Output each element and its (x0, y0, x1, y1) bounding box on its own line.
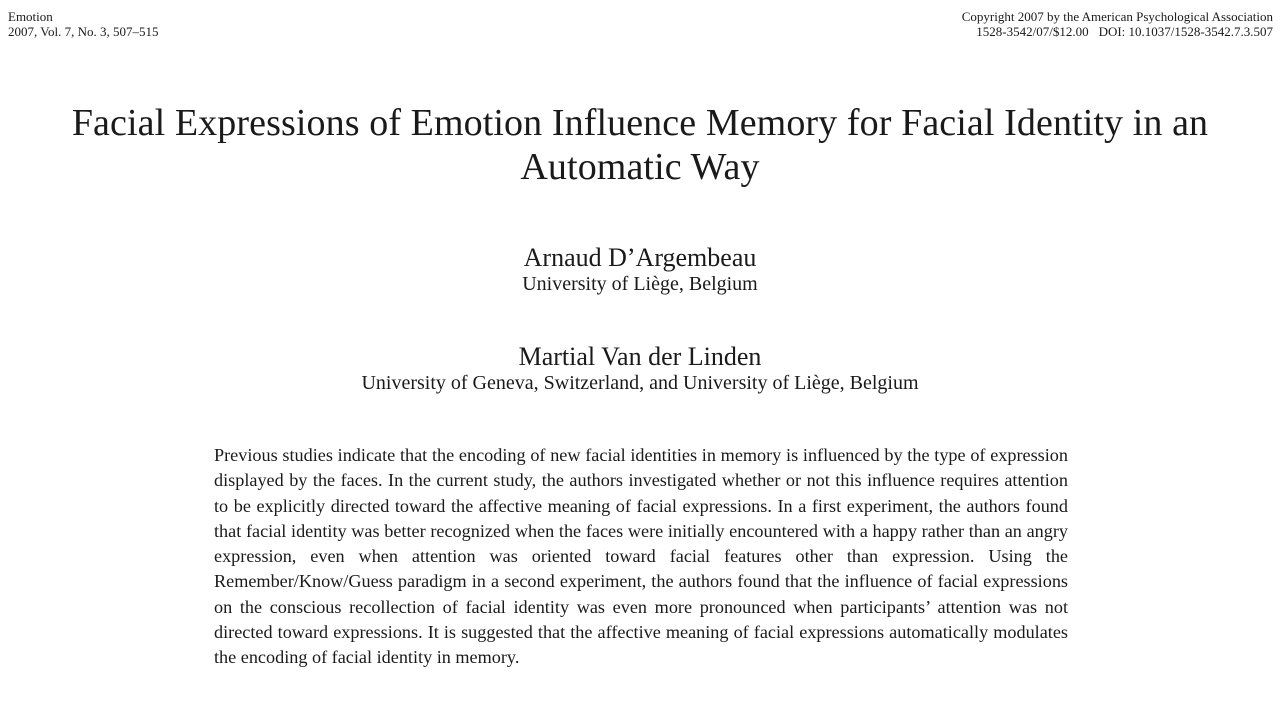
paper-title-line-2: Automatic Way (520, 146, 760, 188)
abstract: Previous studies indicate that the encoding of new facial identities in memory is influenced by the type of expression displayed by the faces. In the current study, the authors investigated whether or not this influence requires attention to be explicitly directed toward the affective meaning of facial expressions. In a first experiment, the authors found that facial identity was better recognized when the faces were initially encountered with a happy rather than an angry expression, even when attention was oriented toward facial features other than expression. Using the Remember/Know/Guess paradigm in a second experiment, the authors found that the influence of facial expressions on the conscious recollection of facial identity was even more pronounced when participants’ attention was not directed toward expressions. It is suggested that the affective meaning of facial expressions automatically modulates the encoding of facial identity in memory. (214, 445, 1068, 668)
journal-name: Emotion (8, 9, 53, 24)
copyright-header (962, 9, 1273, 39)
journal-header (8, 9, 158, 39)
issn-price: 1528-3542/07/$12.00 (976, 24, 1089, 39)
author-affiliation: University of Geneva, Switzerland, and University of Liège, Belgium (361, 372, 919, 394)
copyright-text: Copyright 2007 by the American Psychological Association (961, 9, 1273, 24)
author-block-2 (0, 343, 1280, 395)
paper-title (0, 101, 1280, 189)
author-block-1 (0, 244, 1280, 296)
paper-title-line-1: Facial Expressions of Emotion Influence Memory for Facial Identity in an (71, 102, 1209, 144)
author-name: Arnaud D’Argembeau (523, 243, 757, 272)
doi: DOI: 10.1037/1528-3542.7.3.507 (1098, 24, 1273, 39)
issn-doi-line (962, 24, 1273, 39)
author-affiliation: University of Liège, Belgium (522, 273, 758, 295)
journal-citation: 2007, Vol. 7, No. 3, 507–515 (8, 24, 159, 39)
author-name: Martial Van der Linden (518, 342, 762, 371)
